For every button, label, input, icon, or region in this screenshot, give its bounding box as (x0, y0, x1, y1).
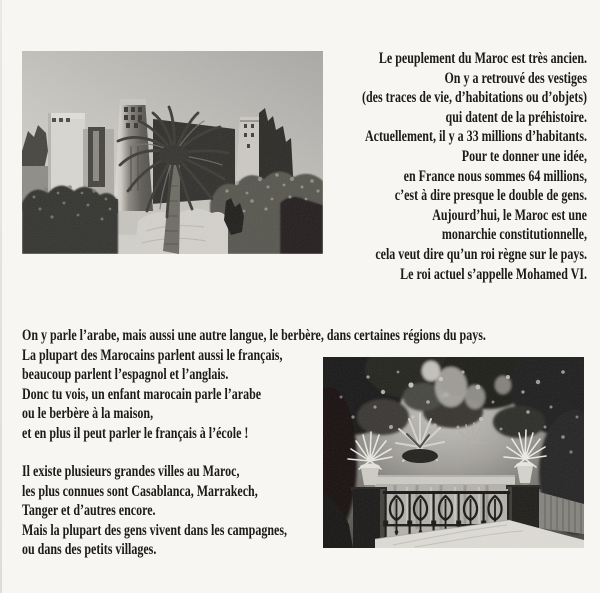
text-line: Le peuplement du Maroc est très ancien. (378, 50, 587, 67)
text-line: Tanger et d’autres encore. (22, 502, 156, 520)
text-line: ou dans des petits villages. (22, 541, 157, 559)
kasbah-photo (22, 51, 323, 254)
garden-photo (323, 357, 584, 548)
text-line: Le roi actuel s’appelle Mohamed VI. (400, 265, 587, 283)
text-line: On y parle l’arabe, mais aussi une autre langue, le berbère, dans certaines régions du pays. (22, 327, 486, 344)
text-line: beaucoup parlent l’espagnol et l’anglais. (22, 366, 229, 384)
text-line: (des traces de vie, d’habitations ou d’objets) (362, 89, 587, 107)
text-line: cela veut dire qu’un roi règne sur le pays. (375, 245, 587, 263)
scan-edge (0, 0, 2, 593)
text-line: On y a retrouvé des vestiges (444, 69, 587, 87)
text-line: monarchie constitutionnelle, (441, 226, 587, 244)
text-line: c’est à dire presque le double de gens. (394, 187, 587, 205)
text-line: Pour te donner une idée, (461, 147, 587, 165)
film-grain (22, 51, 323, 254)
text-line: Aujourd’hui, le Maroc est une (432, 206, 587, 224)
cities-paragraph (22, 462, 287, 560)
film-grain (323, 357, 584, 548)
text-line: ou le berbère à la maison, (22, 405, 154, 423)
text-line: et en plus il peut parler le français à l’école ! (22, 424, 249, 442)
text-line: Actuellement, il y a 33 millions d’habitants. (364, 128, 587, 146)
text-line: qui datent de la préhistoire. (445, 108, 587, 126)
text-line: les plus connues sont Casablanca, Marrakech, (22, 482, 258, 500)
text-line: Donc tu vois, un enfant marocain parle l’arabe (22, 385, 262, 403)
text-line: La plupart des Marocains parlent aussi le français, (22, 346, 283, 364)
text-line: en France nous sommes 64 millions, (403, 167, 587, 185)
intro-paragraph (362, 49, 587, 284)
text-line: Mais la plupart des gens vivent dans les campagnes, (22, 521, 288, 539)
text-line: Il existe plusieurs grandes villes au Maroc, (22, 463, 240, 480)
